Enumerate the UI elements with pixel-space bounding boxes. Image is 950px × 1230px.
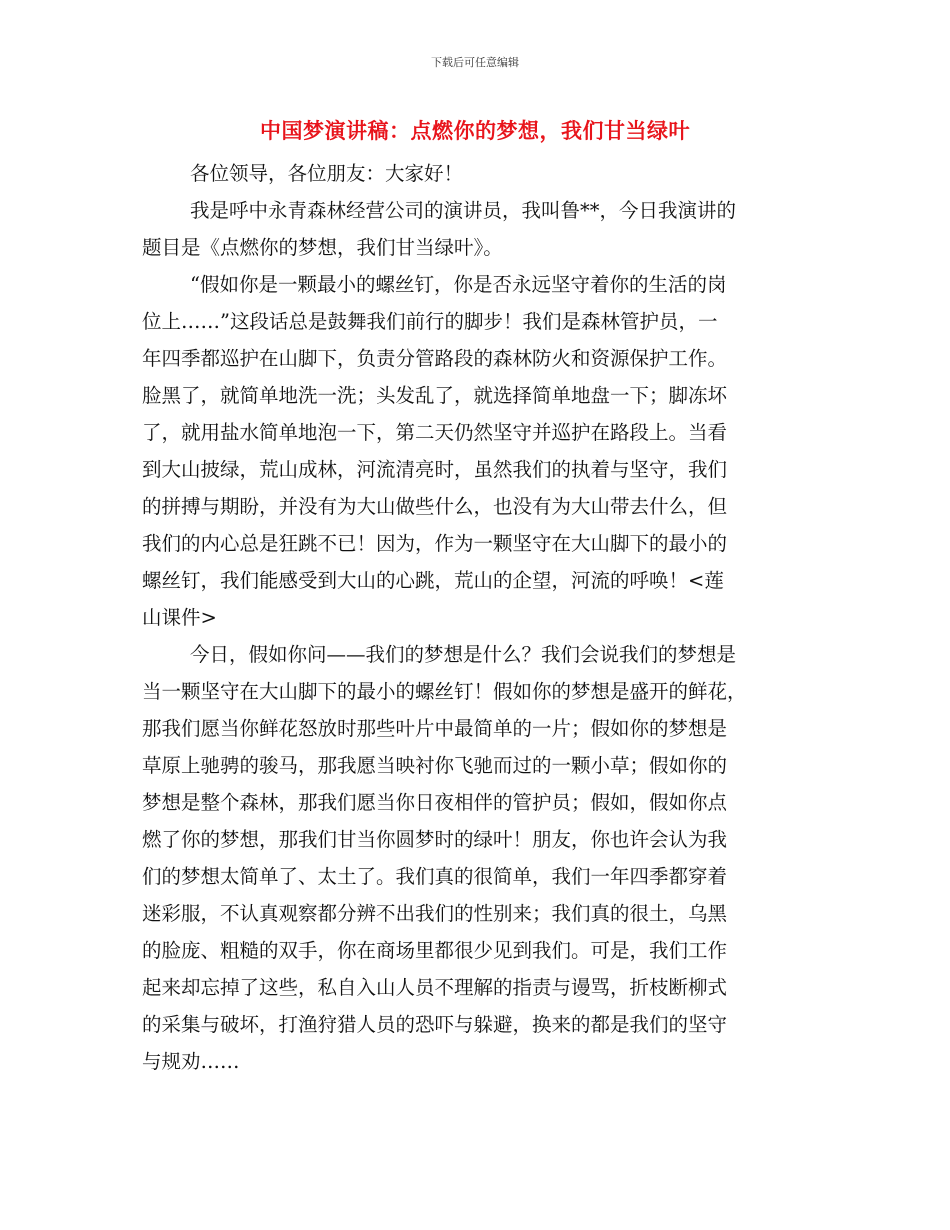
page-header-note: 下载后可任意编辑 <box>431 56 519 69</box>
text-line: 题目是《点燃你的梦想，我们甘当绿叶》。 <box>142 236 503 259</box>
text-line: 到大山披绿，荒山成林，河流清亮时，虽然我们的执着与坚守，我们 <box>142 458 728 481</box>
document-title: 中国梦演讲稿：点燃你的梦想，我们甘当绿叶 <box>260 118 690 143</box>
text-line: 螺丝钉，我们能感受到大山的心跳，荒山的企望，河流的呼唤！<莲 <box>142 569 724 592</box>
text-line: “假如你是一颗最小的螺丝钉，你是否永远坚守着你的生活的岗 <box>190 273 727 296</box>
text-line: 山课件> <box>142 606 217 629</box>
text-line: 位上……”这段话总是鼓舞我们前行的脚步！我们是森林管护员，一 <box>142 310 718 333</box>
text-line: 当一颗坚守在大山脚下的最小的螺丝钉！假如你的梦想是盛开的鲜花， <box>142 680 747 703</box>
text-line: 与规劝…… <box>142 1050 240 1073</box>
text-line: 了，就用盐水简单地泡一下，第二天仍然坚守并巡护在路段上。当看 <box>142 421 728 444</box>
text-line: 燃了你的梦想，那我们甘当你圆梦时的绿叶！朋友，你也许会认为我 <box>142 828 728 851</box>
paragraph-greeting <box>142 155 817 192</box>
text-line: 今日，假如你问——我们的梦想是什么？我们会说我们的梦想是 <box>190 643 737 666</box>
paragraph-screw <box>142 266 817 636</box>
text-line: 那我们愿当你鲜花怒放时那些叶片中最简单的一片；假如你的梦想是 <box>142 717 728 740</box>
text-line: 们的梦想太简单了、太土了。我们真的很简单，我们一年四季都穿着 <box>142 865 728 888</box>
text-line: 各位领导，各位朋友：大家好！ <box>190 162 464 185</box>
text-line: 脸黑了，就简单地洗一洗；头发乱了，就选择简单地盘一下；脚冻坏 <box>142 384 728 407</box>
text-line: 草原上驰骋的骏马，那我愿当映衬你飞驰而过的一颗小草；假如你的 <box>142 754 728 777</box>
text-line: 年四季都巡护在山脚下，负责分管路段的森林防火和资源保护工作。 <box>142 347 728 370</box>
text-line: 起来却忘掉了这些，私自入山人员不理解的指责与谩骂，折枝断柳式 <box>142 976 728 999</box>
text-line: 我们的内心总是狂跳不已！因为，作为一颗坚守在大山脚下的最小的 <box>142 532 728 555</box>
text-line: 的采集与破坏，打渔狩猎人员的恐吓与躲避，换来的都是我们的坚守 <box>142 1013 728 1036</box>
text-line: 迷彩服，不认真观察都分辨不出我们的性别来；我们真的很土，乌黑 <box>142 902 728 925</box>
text-line: 的拼搏与期盼，并没有为大山做些什么，也没有为大山带去什么，但 <box>142 495 728 518</box>
paragraph-intro <box>142 192 817 266</box>
paragraph-dream <box>142 636 817 1080</box>
text-line: 我是呼中永青森林经营公司的演讲员，我叫鲁**，今日我演讲的 <box>190 199 737 222</box>
text-line: 梦想是整个森林，那我们愿当你日夜相伴的管护员；假如，假如你点 <box>142 791 728 814</box>
text-line: 的脸庞、粗糙的双手，你在商场里都很少见到我们。可是，我们工作 <box>142 939 728 962</box>
